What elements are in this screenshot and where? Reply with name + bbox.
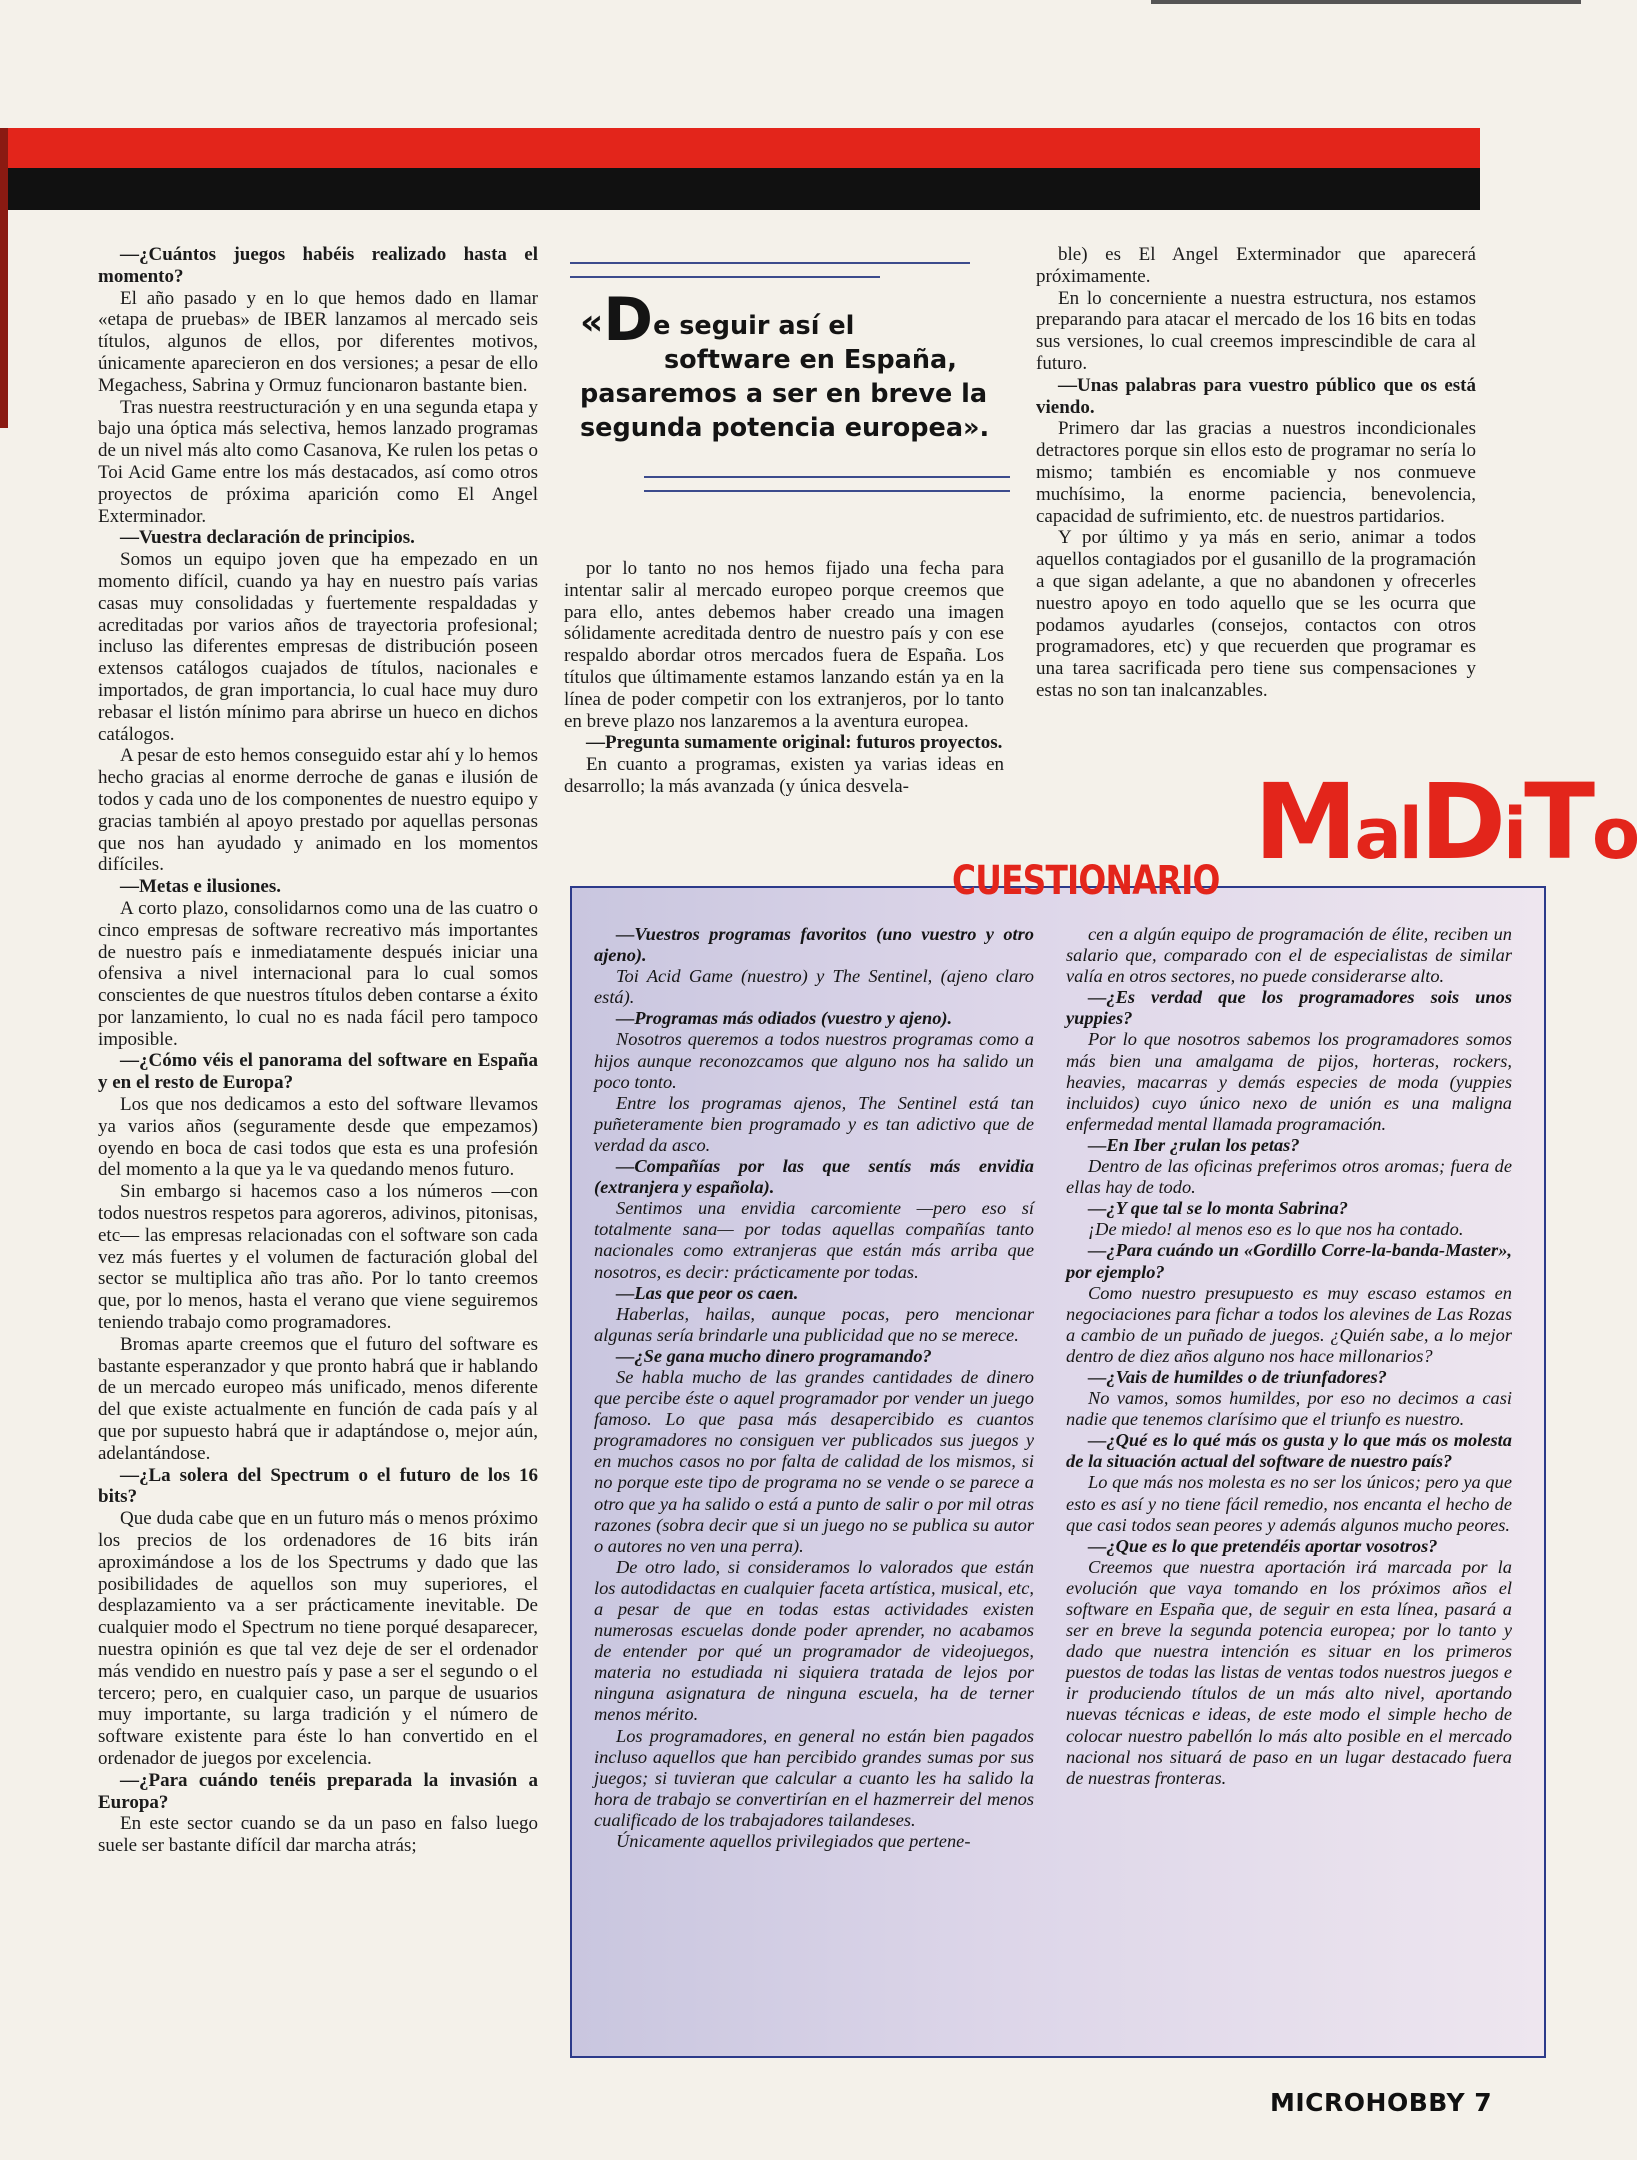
pull-quote-line-1: e seguir así el (653, 311, 855, 341)
question: —¿Qué es lo qué más os gusta y lo que más os molesta de la situación actual del software de nuestro país? (1066, 1430, 1512, 1472)
paragraph: Nosotros queremos a todos nuestros programas como a hijos aunque reconozcamos que alguno nos ha salido un poco tonto. (594, 1029, 1034, 1092)
pull-quote (570, 262, 1010, 502)
article-column-2 (564, 558, 1004, 798)
header-red-band (0, 128, 1480, 168)
header-black-band (0, 168, 1480, 210)
paragraph: Bromas aparte creemos que el futuro del software es bastante esperanzador y que pronto habrá que ir hablando de un mercado europeo más unificado, menos diferente del que existe actualmente en función de cada país y al que por supuesto habrá que ir adaptándose o, mejor aún, adelantándose. (98, 1333, 538, 1464)
paragraph: En este sector cuando se da un paso en falso luego suele ser bastante difícil dar marcha atrás; (98, 1813, 538, 1857)
questionnaire-box (570, 886, 1546, 2058)
paragraph: Toi Acid Game (nuestro) y The Sentinel, (ajeno claro está). (594, 966, 1034, 1008)
paragraph: Únicamente aquellos privilegiados que pertene- (616, 1831, 971, 1852)
question: —¿Para cuándo tenéis preparada la invasión a Europa? (98, 1769, 538, 1813)
question: —¿Cómo véis el panorama del software en España y en el resto de Europa? (98, 1050, 538, 1094)
pull-quote-rule-bottom-2 (644, 490, 1010, 492)
pull-quote-rule-bottom (644, 476, 1010, 478)
paragraph: cen a algún equipo de programación de élite, reciben un salario que, comparado con el de especialistas de similar valía en otros sectores, no puede considerarse alto. (1066, 924, 1512, 987)
paragraph: Sentimos una envidia carcomiente —pero eso sí totalmente sana— por todas aquellas compañías tanto nacionales como extranjeras que están más arriba que nosotros, es decir: prácticamente por todas. (594, 1198, 1034, 1282)
paragraph: Lo que más nos molesta es no ser los únicos; pero ya que esto es así y no tiene fácil remedio, nos encanta el hecho de que casi todos sean peores y además algunos mucho peores. (1066, 1472, 1512, 1535)
paragraph: Que duda cabe que en un futuro más o menos próximo los precios de los ordenadores de 16 bits irán aproximándose a los de los Spectrums y dado que las posibilidades de aquellos son muy superiores, el desplazamiento va a ser prácticamente inevitable. De cualquier modo el Spectrum no tiene porqué desaparecer, nuestra opinión es que tal vez deje de ser el ordenador más vendido en nuestro país y pase a ser el segundo o el tercero; pero, en cualquier caso, un parque de usuarios muy importante, su larga tradición y el número de software existente para éste lo han convertido en el ordenador de juegos por excelencia. (98, 1508, 538, 1769)
paragraph: No vamos, somos humildes, por eso no decimos a casi nadie que tenemos clarísimo que el triunfo es nuestro. (1066, 1388, 1512, 1430)
paragraph: El año pasado y en lo que hemos dado en llamar «etapa de pruebas» de IBER lanzamos al mercado seis títulos, algunos de ellos, por diferentes motivos, únicamente aparecieron en dos versiones; a pesar de ello Megachess, Sabrina y Ormuz funcionaron bastante bien. (98, 287, 538, 396)
question: —¿Para cuándo un «Gordillo Corre-la-banda-Master», por ejemplo? (1066, 1240, 1512, 1282)
maldito-logo-part: T (1524, 761, 1593, 883)
question: —¿Se gana mucho dinero programando? (616, 1345, 932, 1366)
paragraph: Somos un equipo joven que ha empezado en un momento difícil, cuando ya hay en nuestro país varias casas muy consolidadas y fuertemente respaldadas y acreditadas por varios años de trayectoria profesional; incluso las diferentes empresas de distribución poseen extensos catálogos cuajados de títulos, nacionales e importados, de gran importancia, lo cual hace muy duro rebasar el listón mínimo para abrirse un hueco en dichos catálogos. (98, 549, 538, 745)
paragraph: Primero dar las gracias a nuestros incondicionales detractores porque sin ellos esto de programar no sería lo mismo; también es encomiable y nos conmueve muchísimo, la enorme paciencia, benevolencia, capacidad de sufrimiento, etc. de nuestros partidarios. (1036, 418, 1476, 527)
pull-quote-rule-top-2 (570, 276, 880, 278)
paragraph: Haberlas, hailas, aunque pocas, pero mencionar algunas sería brindarle una publicidad que no se merece. (594, 1303, 1034, 1345)
maldito-logo-part: o (1592, 793, 1637, 875)
paragraph: A corto plazo, consolidarnos como una de las cuatro o cinco empresas de software recreativo más importantes de nuestro país e inmediatamente después iniciar una ofensiva a nivel internacional para lo cual somos conscientes de que nuestros títulos deben contarse a éxito por lanzamiento, lo cual no es nada fácil pero tampoco imposible. (98, 897, 538, 1050)
paragraph: por lo tanto no nos hemos fijado una fecha para intentar salir al mercado europeo porque creemos que para ello, antes debemos haber creado una imagen sólidamente acreditada dentro de nuestro país y con ese respaldo abordar otros mercados fuera de España. Los títulos que últimamente estamos lanzando están ya en la línea de poder competir con los extranjeros, por lo tanto en breve plazo nos lanzaremos a la aventura europea. (564, 558, 1004, 732)
paragraph: Entre los programas ajenos, The Sentinel está tan puñeteramente bien programado y es tan adictivo que de verdad da asco. (594, 1092, 1034, 1155)
paragraph: Como nuestro presupuesto es muy escaso estamos en negociaciones para fichar a todos los alevines de Las Rozas a cambio de un puñado de juegos. ¿Quién sabe, a lo mejor dentro de diez años alguno nos hace millonarios? (1066, 1282, 1512, 1366)
question: —¿Que es lo que pretendéis aportar vosotros? (1088, 1535, 1438, 1556)
question: —En Iber ¿rulan los petas? (1088, 1134, 1300, 1155)
questionnaire-column-right (1066, 924, 1512, 1789)
maldito-logo-part: i (1503, 793, 1525, 875)
question: —Las que peor os caen. (616, 1282, 799, 1303)
question: —Metas e ilusiones. (120, 876, 281, 898)
paragraph: Los que nos dedicamos a esto del software llevamos ya varios años (seguramente desde que empezamos) oyendo en boca de casi todos que esta es una profesión del momento a la que ya le va quedando menos futuro. (98, 1094, 538, 1181)
questionnaire-column-left (594, 924, 1034, 1852)
question: —¿La solera del Spectrum o el futuro de los 16 bits? (98, 1464, 538, 1508)
paragraph: En cuanto a programas, existen ya varias ideas en desarrollo; la más avanzada (y única desvela- (564, 754, 1004, 797)
paragraph: Se habla mucho de las grandes cantidades de dinero que percibe éste o aquel programador por vender un juego famoso. Lo que pasa más desapercibido es cuantos programadores no consiguen ver publicados sus juegos y en muchos casos no por falta de calidad de los mismos, si no porque este tipo de programa no se vende o se parece a otro que ya ha salido o está a punto de salir o por mil otras razones (sobra decir que si un juego no se publica su autor o autores no ven una perra). (594, 1366, 1034, 1556)
article-column-1 (98, 244, 538, 1857)
page-edge-mark (0, 128, 8, 428)
maldito-logo-part: M (1254, 761, 1355, 883)
pull-quote-line-4: segunda potencia europea». (580, 413, 990, 443)
article-column-3 (1036, 244, 1476, 702)
question: —¿Vais de humildes o de triunfadores? (1088, 1366, 1387, 1387)
paragraph: Tras nuestra reestructuración y en una segunda etapa y bajo una óptica más selectiva, hemos lanzado programas de un nivel más alto como Casanova, Ke rulen los petas o Toi Acid Game entre los más destacados, así como otros proyectos de próxima aparición como El Angel Exterminador. (98, 396, 538, 527)
pull-quote-text (580, 285, 1010, 445)
paragraph: Sin embargo si hacemos caso a los números —con todos nuestros respetos para agoreros, adivinos, pitonisas, etc— las empresas relacionadas con el software son cada vez más fuertes y el volumen de facturación global del sector se multiplica año tras año. Por lo tanto creemos que, por lo menos, hasta el verano que viene seguiremos teniendo trabajo como programadores. (98, 1181, 538, 1334)
paragraph: Creemos que nuestra aportación irá marcada por la evolución que vaya tomando en los próximos años el software en España que, de seguir en esta línea, pasará a ser en breve la segunda potencia europea; por lo tanto y dado que nuestra intención es situar en los primeros puestos de todas las listas de ventas todos nuestros juegos e ir produciendo títulos de un más alto nivel, aportando nuevas técnicas e ideas, de este modo el simple hecho de colocar nuestro pabellón lo más alto posible en el mercado nacional nos situará de paso en un lugar destacado fuera de nuestras fronteras. (1066, 1556, 1512, 1788)
question: —Compañías por las que sentís más envidia (extranjera y española). (594, 1156, 1034, 1198)
pull-quote-line-3: pasaremos a ser en breve la (580, 379, 988, 409)
paragraph: Dentro de las oficinas preferimos otros aromas; fuera de ellas hay de todo. (1066, 1156, 1512, 1198)
paragraph: A pesar de esto hemos conseguido estar ahí y lo hemos hecho gracias al enorme derroche de ganas e ilusión de todos y cada uno de los componentes de nuestro equipo y gracias también al apoyo prestado por aquellas personas que nos han ayudado y animado en los momentos difíciles. (98, 745, 538, 876)
page-footer (1270, 2088, 1492, 2117)
question: —Vuestra declaración de principios. (120, 527, 415, 549)
magazine-name: MICROHOBBY (1270, 2088, 1466, 2117)
top-rule (1151, 0, 1581, 4)
question: —¿Cuántos juegos habéis realizado hasta el momento? (98, 244, 538, 287)
question: —¿Es verdad que los programadores sois unos yuppies? (1066, 987, 1512, 1029)
pull-quote-drop-cap: D (603, 285, 654, 355)
paragraph: En lo concerniente a nuestra estructura, nos estamos preparando para atacar el mercado de los 16 bits en todas sus versiones, lo cual creemos imprescindible de cara al futuro. (1036, 287, 1476, 374)
maldito-logo-part: al (1354, 793, 1420, 875)
question: —Unas palabras para vuestro público que os está viendo. (1036, 374, 1476, 418)
questionnaire-title: CUESTIONARIO (952, 858, 1220, 904)
paragraph: Por lo que nosotros sabemos los programadores somos más bien una amalgama de pijos, horteras, rockers, heavies, macarras y demás especies de moda (yuppies incluidos) cuyo único nexo de unión es una maligna enfermedad mental llamada programación. (1066, 1029, 1512, 1134)
paragraph: ble) es El Angel Exterminador que aparecerá próximamente. (1036, 244, 1476, 287)
page-number: 7 (1474, 2088, 1493, 2117)
pull-quote-line-2: software en España, (664, 345, 957, 375)
pull-quote-rule-top (570, 262, 970, 264)
question: —Programas más odiados (vuestro y ajeno). (616, 1008, 953, 1029)
paragraph: ¡De miedo! al menos eso es lo que nos ha contado. (1088, 1219, 1464, 1240)
paragraph: Y por último y ya más en serio, animar a todos aquellos contagiados por el gusanillo de la programación a que sigan adelante, a que no abandonen y ofrecerles nuestro apoyo en todo aquello que se les ocurra que podamos ayudarles (consejos, contactos con otros programadores, etc) y que recuerden que programar es una tarea sacrificada pero tiene sus compensaciones y estas no son tan inalcanzables. (1036, 527, 1476, 701)
pull-quote-open-mark: « (580, 302, 604, 343)
maldito-logo-part: D (1419, 761, 1504, 883)
question: —Vuestros programas favoritos (uno vuestro y otro ajeno). (594, 924, 1034, 966)
question: —Pregunta sumamente original: futuros proyectos. (586, 732, 1003, 754)
paragraph: De otro lado, si consideramos lo valorados que están los autodidactas en cualquier faceta artística, musical, etc, a pesar de que en todas estas actividades existen numerosas escuelas donde poder aprender, no acabamos de entender por qué un programador de videojuegos, materia no estudiada ni siquiera tratada de lejos por ninguna asignatura de ninguna escuela, ha de terner menos mérito. (594, 1556, 1034, 1725)
paragraph: Los programadores, en general no están bien pagados incluso aquellos que han percibido grandes sumas por sus juegos; si tuvieran que calcular a cuanto les ha salido la hora de trabajo se convertirían en el hazmerreir del menos cualificado de los trabajadores tailandeses. (594, 1725, 1034, 1830)
maldito-logo (1254, 761, 1637, 883)
question: —¿Y que tal se lo monta Sabrina? (1088, 1198, 1348, 1219)
